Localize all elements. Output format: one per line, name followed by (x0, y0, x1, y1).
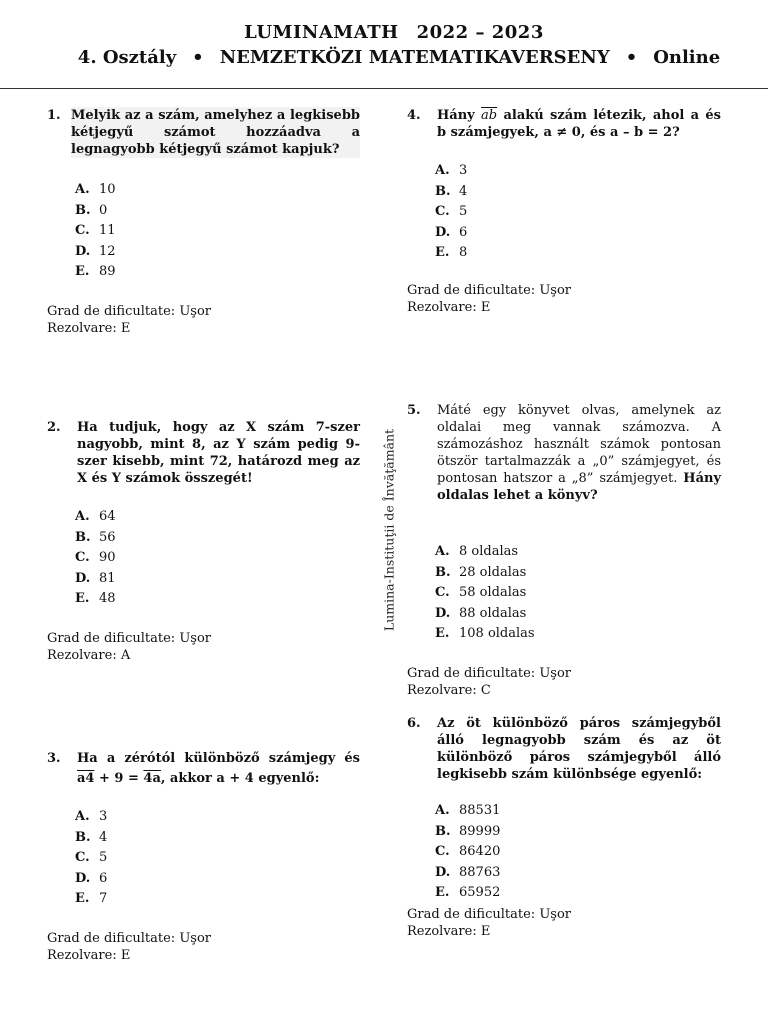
answer-option (75, 221, 360, 242)
question-number: 5. (407, 403, 421, 418)
answer-option (435, 161, 721, 182)
question-2 (47, 419, 360, 664)
solution-label: Rezolvare: E (407, 299, 491, 315)
formula-term-right: 4a (143, 771, 161, 786)
option-value: 6 (99, 870, 108, 886)
question-header (47, 750, 360, 767)
answer-option (435, 822, 721, 843)
answer-option (435, 801, 721, 822)
solution-label: Rezolvare: E (407, 923, 491, 939)
question-meta (407, 665, 721, 699)
option-value: 12 (99, 243, 116, 259)
option-value: 6 (459, 224, 468, 240)
option-letter: B. (435, 183, 451, 199)
difficulty-label: Grad de dificultate: Uşor (407, 906, 571, 922)
question-formula-line (47, 770, 360, 787)
question-text-end: alakú szám létezik, ahol a és b számjegyek, a ≠ 0, és a – b = 2? (437, 108, 722, 140)
question-header (47, 107, 360, 158)
answer-option (75, 869, 360, 890)
bullet-separator: • (192, 47, 204, 68)
answer-option (435, 182, 721, 203)
question-header (407, 715, 721, 783)
question-meta (47, 930, 360, 964)
option-letter: C. (435, 204, 450, 220)
question-number: 4. (407, 108, 421, 123)
option-letter: C. (75, 223, 90, 239)
question-header (47, 419, 360, 487)
option-value: 88 oldalas (459, 605, 527, 621)
option-value: 11 (99, 223, 116, 239)
answer-option (75, 889, 360, 910)
formula-term-left: a4 (77, 771, 95, 786)
option-letter: B. (75, 202, 91, 218)
option-letter: D. (75, 243, 91, 259)
answer-options (47, 180, 360, 283)
option-value: 64 (99, 509, 116, 524)
difficulty-label: Grad de dificultate: Uşor (407, 282, 571, 298)
answer-option (75, 848, 360, 869)
option-letter: A. (75, 509, 90, 524)
option-value: 8 (459, 245, 468, 261)
question-text-bold: Hány oldalas lehet a könyv? (437, 471, 721, 503)
option-value: 3 (459, 163, 468, 178)
two-digit-symbol: $\overline{ab}$ (481, 108, 498, 123)
option-value: 5 (459, 204, 468, 220)
question-meta (47, 303, 360, 337)
option-letter: E. (75, 591, 90, 607)
answer-option (75, 201, 360, 222)
option-letter: A. (75, 809, 90, 824)
question-header (407, 402, 721, 504)
school-year: 2022 – 2023 (416, 22, 544, 43)
option-letter: D. (75, 570, 91, 586)
option-letter: A. (435, 803, 450, 818)
option-letter: C. (435, 585, 450, 601)
answer-option (435, 223, 721, 244)
answer-options (47, 807, 360, 910)
option-letter: C. (75, 850, 90, 866)
answer-option (75, 828, 360, 849)
answer-option (75, 569, 360, 590)
question-text: Ha tudjuk, hogy az X szám 7-szer nagyobb, mint 8, az Y szám pedig 9-szer kisebb, mint 72, határozd meg az X és Y számok összegét! (77, 420, 360, 486)
option-value: 89 (99, 264, 116, 280)
answer-option (435, 883, 721, 904)
question-5 (407, 402, 721, 699)
option-value: 89999 (459, 823, 501, 839)
answer-option (435, 583, 721, 604)
option-value: 3 (99, 809, 108, 824)
difficulty-label: Grad de dificultate: Uşor (407, 665, 571, 681)
question-number: 1. (47, 108, 61, 123)
answer-option (435, 243, 721, 264)
option-letter: C. (75, 550, 90, 566)
question-meta (407, 282, 721, 316)
option-letter: A. (75, 182, 90, 197)
option-letter: D. (435, 224, 451, 240)
question-1 (47, 107, 360, 337)
answer-options (407, 542, 721, 645)
option-letter: E. (75, 891, 90, 907)
option-value: 5 (99, 850, 108, 866)
option-value: 4 (459, 183, 468, 199)
option-value: 58 oldalas (459, 585, 527, 601)
option-value: 56 (99, 529, 116, 545)
answer-option (435, 604, 721, 625)
option-letter: E. (435, 885, 450, 901)
formula-operator: + 9 = (94, 771, 144, 786)
option-value: 81 (99, 570, 116, 586)
solution-label: Rezolvare: E (47, 947, 131, 963)
answer-option (435, 563, 721, 584)
question-number: 6. (407, 716, 421, 731)
question-meta (47, 630, 360, 664)
question-text (437, 107, 721, 141)
option-value: 48 (99, 591, 116, 607)
answer-option (435, 624, 721, 645)
question-text-end: , akkor a + 4 egyenlő: (160, 771, 320, 786)
question-number: 2. (47, 420, 61, 435)
answer-option (75, 548, 360, 569)
grade-label: 4. Osztály (77, 47, 177, 68)
question-header (407, 107, 721, 141)
option-value: 10 (99, 182, 116, 197)
brand-name: LUMINAMATH (244, 22, 399, 43)
answer-option (75, 807, 360, 828)
answer-option (75, 180, 360, 201)
option-letter: E. (435, 245, 450, 261)
option-value: 0 (99, 202, 108, 218)
question-4 (407, 107, 721, 316)
option-value: 4 (99, 829, 108, 845)
answer-option (75, 589, 360, 610)
option-letter: A. (435, 163, 450, 178)
bullet-separator: • (625, 47, 638, 68)
question-text: Az öt különböző páros számjegyből álló legnagyobb szám és az öt különböző páros számjegyből álló legkisebb szám különbsége egyenlő: (437, 716, 721, 782)
answer-option (435, 202, 721, 223)
option-letter: B. (75, 829, 91, 845)
option-letter: D. (75, 870, 91, 886)
option-value: 8 oldalas (459, 544, 519, 559)
answer-option (75, 528, 360, 549)
page-header (0, 22, 768, 68)
difficulty-label: Grad de dificultate: Uşor (47, 930, 211, 946)
answer-option (75, 242, 360, 263)
option-letter: E. (75, 264, 90, 280)
question-text (437, 402, 721, 504)
option-letter: B. (435, 564, 451, 580)
solution-label: Rezolvare: C (407, 682, 491, 698)
solution-label: Rezolvare: E (47, 320, 131, 336)
option-letter: A. (435, 544, 450, 559)
option-letter: D. (435, 605, 451, 621)
difficulty-label: Grad de dificultate: Uşor (47, 303, 211, 319)
question-text-start: Hány (437, 108, 475, 123)
header-title-line (20, 22, 768, 43)
answer-option (435, 542, 721, 563)
sidebar-vertical-text: Lumina-Instituţii de Învăţământ (381, 428, 397, 632)
option-value: 28 oldalas (459, 564, 527, 580)
answer-options (47, 507, 360, 610)
option-letter: C. (435, 844, 450, 860)
question-6 (407, 715, 721, 940)
option-letter: B. (435, 823, 451, 839)
header-subtitle-line (30, 47, 768, 68)
header-divider (0, 88, 768, 89)
answer-option (435, 863, 721, 884)
question-text: Melyik az a szám, amelyhez a legkisebb kétjegyű számot hozzáadva a legnagyobb kétjegyű számot kapjuk? (71, 108, 360, 157)
option-value: 65952 (459, 885, 501, 901)
answer-option (435, 842, 721, 863)
option-value: 88531 (459, 803, 501, 818)
question-meta (407, 906, 721, 940)
question-3 (47, 750, 360, 964)
option-letter: B. (75, 529, 91, 545)
question-text-plain: Máté egy könyvet olvas, amelynek az oldalai meg vannak számozva. A számozáshoz használt számok pontosan ötször tartalmazzák a „0” számjegyet, és pontosan hatszor a „8” számjegyet. (437, 403, 721, 486)
option-value: 90 (99, 550, 116, 566)
competition-name: NEMZETKÖZI MATEMATIKAVERSENY (219, 47, 610, 68)
option-value: 88763 (459, 864, 501, 880)
answer-option (75, 262, 360, 283)
solution-label: Rezolvare: A (47, 647, 131, 663)
answer-option (75, 507, 360, 528)
option-value: 86420 (459, 844, 501, 860)
difficulty-label: Grad de dificultate: Uşor (47, 630, 211, 646)
option-letter: D. (435, 864, 451, 880)
answer-options (407, 801, 721, 904)
option-letter: E. (435, 626, 450, 642)
option-value: 108 oldalas (459, 626, 535, 642)
option-value: 7 (99, 891, 108, 907)
answer-options (407, 161, 721, 264)
question-number: 3. (47, 751, 61, 766)
competition-mode: Online (653, 47, 721, 68)
question-text: Ha a zérótól különböző számjegy és (77, 751, 360, 766)
